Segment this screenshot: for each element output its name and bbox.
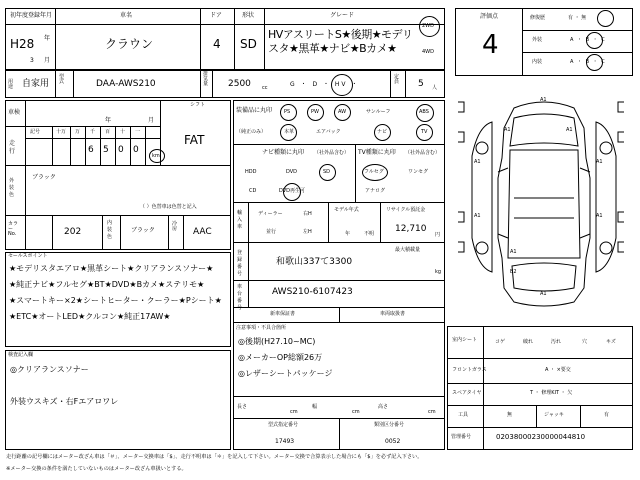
ext-color-label: 外装色 [9,178,15,198]
reg-year-unit: 年 [44,35,51,42]
car-diagram [452,88,636,318]
tools-label: 工具 [458,412,469,418]
notes-label: 注意事項・不具合箇所 [236,325,287,331]
exterior-label: 外装 [532,37,543,43]
spare-label: スペアタイヤ [452,390,482,396]
warranty-label: 新車保証書 [270,311,296,317]
inspector-line: ◎クリアランスソナー [10,365,89,374]
diagram-mark: A1 [474,159,481,165]
tv-item: フルセグ [364,169,384,175]
width-unit: cm [352,409,360,415]
capacity-value: 5 [418,79,424,89]
score-label: 評価点 [480,13,499,20]
mileage-label: 走行 [9,140,16,155]
notes-line: ◎後期(H27.10~MC) [238,337,316,346]
seat-item: 穴 [582,339,588,345]
navi-label: ナビ種類に丸印 [262,149,305,156]
mileage-digit: 6 [88,145,94,155]
equip-item: サンルーフ [366,109,391,115]
cc-unit: cc [262,85,268,91]
type-no-value: 17493 [275,438,295,445]
mileage-digit: 0 [133,145,139,155]
navi-item: DVD [286,169,298,175]
model-year-unit: 年 [345,231,351,237]
shift-label: シフト [190,102,206,108]
model-label: 車名 [120,12,133,19]
drive-2wd: 2WD [422,23,434,29]
glass-options: A ・ ×要交 [545,367,571,373]
max-load-unit: kg [435,269,442,275]
type-label: 型式 [59,74,65,85]
import-right-hand: 右H [303,211,312,217]
sales-line: ★純正ナビ★フルセグ★BT★DVD★Bカメ★ステリモ★ [9,280,205,289]
notes-line: ◎メーカーOP総額26万 [238,353,323,362]
chassis-value: AWS210-6107423 [272,287,353,297]
length-unit: cm [290,409,298,415]
max-load-label: 最大積載量 [395,247,421,253]
displacement-label: 排気量 [203,71,209,87]
seat-item: 汚れ [551,339,562,345]
repair-options: 有 ・ 無 [568,15,587,21]
fuel-options: G ・ D ・ HV ・ [290,81,360,88]
sales-line: ★モデリスタエアロ★黒革シート★クリアランスソナー★ [9,264,214,273]
footer-line: ※メーター交換の条件を満たしていないものはメーター改ざん車扱いとする。 [6,466,187,472]
class-no-value: 0052 [385,438,401,445]
length-label: 長さ [237,404,248,410]
navi-item: SD [323,169,331,175]
car-name: クラウン [105,37,154,51]
mgmt-value: 02038000230000044810 [496,433,586,441]
color-no-label: カラーNo. [8,221,19,237]
shape-value: SD [240,37,257,51]
registration-value: 和歌山337て3300 [276,257,353,267]
shift-value: FAT [184,133,205,147]
interior-b-circle [586,54,603,71]
import-dealer: ディーラー [258,211,283,217]
seat-item: 破れ [523,339,534,345]
import-label: 輸入車 [237,210,243,230]
width-label: 幅 [312,404,318,410]
color-note: （ ）色替車は色替と記入 [140,204,197,210]
diagram-mark: A1 [596,213,603,219]
reg-year: H28 [10,37,35,51]
glass-label: フロントガラス [452,367,487,373]
equip-item: ナビ [377,129,388,135]
sales-line: ★スマートキー×2★シートヒーター・クーラー★Pシート★ [9,296,222,305]
inspection-label: 車検 [8,109,21,116]
seat-label: 室内シート [452,337,478,343]
unit-hdr: 百 [105,129,111,135]
navi-note: （社外品含む） [314,150,350,156]
interior-label: 内装 [532,59,543,65]
equip-item: PW [311,109,319,115]
equip-item: PS [284,109,291,115]
tv-item: ワンセグ [408,169,429,175]
equipment-label: 装備品に丸印 [236,107,273,114]
diagram-mark: A1 [510,249,517,255]
exterior-b-circle [586,32,603,49]
navi-item: HDD [245,169,257,175]
diagram-mark: A1 [474,213,481,219]
height-unit: cm [428,409,436,415]
reg-month: 3 [30,57,34,64]
type-value: DAA-AWS210 [96,79,156,89]
tv-item: アナログ [365,188,386,194]
recycle-label: リサイクル預託金 [386,207,426,213]
equip-item: エアバック [316,129,341,135]
recycle-value: 12,710 [395,224,427,234]
equip-item: AW [338,109,347,115]
fuel-hv-circle [331,74,353,96]
unit-hdr: 記号 [30,129,41,135]
jack-label: ジャッキ [544,412,564,418]
capacity-unit: 人 [432,85,438,91]
equip-item: ABS [419,109,429,115]
tools-value: 無 [507,412,513,418]
inspection-year-unit: 年 [105,117,112,124]
capacity-label: 定員 [394,74,400,85]
repair-none-circle [597,10,614,27]
spare-options: T ・ 修理KIT ・ 欠 [530,390,573,396]
mileage-digit: 5 [103,145,109,155]
inspection-month-unit: 月 [148,117,155,124]
ac-value: AAC [193,227,212,237]
notes-line: ◎レザーシートパッケージ [238,369,333,378]
import-parallel: 並行 [266,229,277,235]
inspector-line: 外装ウスキズ・右Fエアロワレ [10,397,119,406]
seat-item: コゲ [495,339,506,345]
int-color-value: ブラック [131,227,155,234]
drive-4wd: 4WD [422,49,434,55]
footer-line: 走行距離の記号欄にはメーター改ざん車は「＃」、メーター交換車は「$」、走行不明車は「＊」を記入して下さい。メーター交換で合算表示した場合にも「$」を必ず記入下さい。 [6,454,423,460]
import-left-hand: 左H [303,229,312,235]
use-label: 用途 [8,79,14,90]
type-no-label: 型式指定番号 [268,422,299,428]
unit-hdr: 万 [75,129,81,135]
diagram-mark: A1 [566,127,573,133]
unit-hdr: 十 [120,129,126,135]
mileage-unit: km [152,153,160,159]
equip-item: TV [421,129,428,135]
jack-value: 有 [604,412,610,418]
doors-label: ドア [210,12,222,19]
unit-hdr: 千 [90,129,96,135]
shape-label: 形状 [242,12,255,19]
chassis-label: 車台番号 [237,284,243,311]
use-value: 自家用 [22,79,50,89]
repair-label: 修復歴 [530,15,546,21]
seat-item: キズ [606,339,616,345]
ac-label: 冷房 [172,221,178,232]
sales-line: ★ETC★オートLED★クルコン★純正17AW★ [9,312,171,321]
height-label: 高さ [378,404,389,410]
diagram-mark: A1 [504,127,511,133]
inspector-label: 検査記入欄 [8,352,34,358]
model-year-label: モデル年式 [334,207,359,213]
grade-label: グレード [330,12,355,19]
registration-label: 登録番号 [237,250,243,277]
class-no-label: 類別区分番号 [374,422,405,428]
tv-label: TV種類に丸印 [358,149,396,156]
doors-value: 4 [213,37,221,51]
ext-color-value: ブラック [32,174,56,181]
recycle-unit: 円 [435,232,441,238]
diagram-mark: A1 [540,97,547,103]
sales-points-label: セールスポイント [8,253,48,259]
diagram-mark: A1 [540,291,547,297]
color-no-value: 202 [64,227,82,237]
grade-value: HVアスリートS★後期★モデリスタ★黒革★ナビ★Bカメ★ [268,28,413,55]
mgmt-label: 管理番号 [451,434,472,440]
unit-hdr: 一 [135,129,141,135]
int-color-label: 内装色 [107,220,113,240]
reg-row [5,70,445,98]
unit-hdr: 十万 [56,129,67,135]
diagram-mark: A1 [596,159,603,165]
navi-item: CD [249,188,257,194]
displacement-value: 2500 [228,79,251,89]
equipment-note: （純正のみ） [236,129,267,135]
reg-month-unit: 月 [44,57,51,64]
exterior-options: A ・ B ・ C [570,37,606,43]
first-reg-label: 初年度登録年月 [10,12,53,19]
score-value: 4 [482,30,499,60]
equip-item: 本革 [284,129,295,135]
mileage-digit: 0 [118,145,124,155]
navi-item: DVD再生可 [279,188,306,194]
tv-note: （社外品含む） [405,150,441,156]
interior-options: A ・ B ・ C [570,59,606,65]
model-year-value: 不明 [364,231,375,237]
manual-label: 車両取扱書 [380,311,406,317]
diagram-mark: B2 [510,269,517,275]
